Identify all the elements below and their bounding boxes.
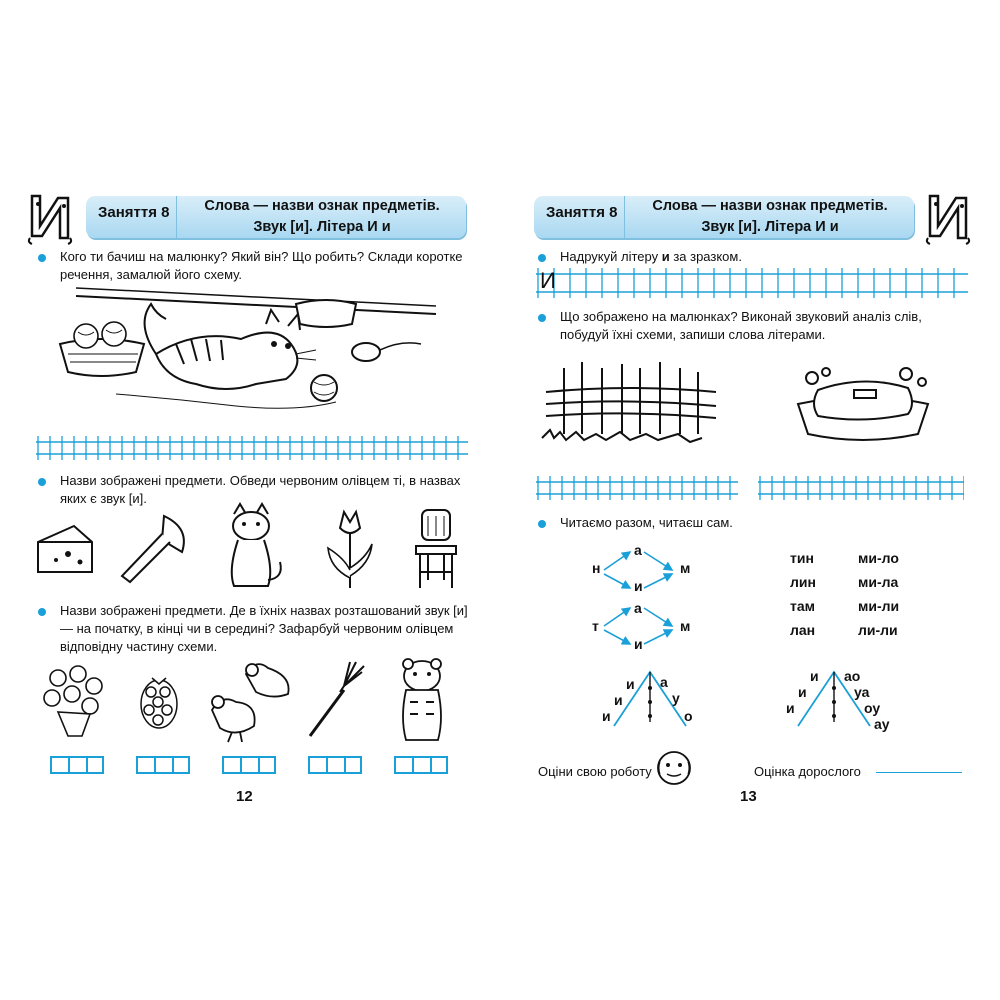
- writing-grid-row[interactable]: [758, 476, 964, 500]
- syllable-letter: у: [672, 690, 680, 706]
- syllable-letter: и: [614, 692, 623, 708]
- lesson-label: Заняття 8: [546, 204, 618, 221]
- syllable-letter: м: [680, 560, 691, 576]
- sound-scheme-boxes[interactable]: [136, 756, 190, 774]
- sound-scheme-boxes[interactable]: [394, 756, 448, 774]
- syllable-letter: и: [626, 676, 635, 692]
- raspberry-illustration: [136, 670, 182, 732]
- task-text: Назви зображені предмети. Обведи червоним олівцем ті, в назвах яких є звук [и].: [60, 473, 461, 506]
- bullet: [538, 254, 546, 262]
- reading-word: ми-ло: [858, 550, 899, 566]
- syllable-letter: а: [634, 600, 642, 616]
- letter-writing-grid[interactable]: [536, 268, 968, 298]
- adult-assessment-label: Оцінка дорослого: [754, 764, 861, 779]
- soap-illustration: [788, 360, 938, 450]
- bullet: [538, 520, 546, 528]
- bullet: [38, 608, 46, 616]
- syllable-letter: и: [786, 700, 795, 716]
- lesson-header-left: [86, 196, 466, 238]
- task-text: Кого ти бачиш на малюнку? Який він? Що робить? Склади коротке речення, замалюй його схему.: [60, 249, 463, 282]
- task-text: Надрукуй літеру и за зразком.: [560, 249, 742, 264]
- writing-grid-row[interactable]: [536, 476, 738, 500]
- syllable-letter: н: [592, 560, 601, 576]
- tulip-illustration: [320, 508, 380, 592]
- syllable-letter: и: [634, 636, 643, 652]
- face-icon[interactable]: [654, 748, 694, 788]
- letter-i-character-icon: [26, 190, 76, 245]
- reading-word: лин: [790, 574, 816, 590]
- syllable-letter: и: [634, 578, 643, 594]
- cheese-illustration: [34, 520, 96, 578]
- bullet: [38, 254, 46, 262]
- reading-word: тин: [790, 550, 814, 566]
- flowers-illustration: [38, 662, 108, 738]
- page-number: 13: [740, 788, 757, 805]
- task-text: Читаємо разом, читаєш сам.: [560, 515, 733, 530]
- sound-scheme-boxes[interactable]: [222, 756, 276, 774]
- bullet: [538, 314, 546, 322]
- syllable-letter: м: [680, 618, 691, 634]
- reading-word: лан: [790, 622, 816, 638]
- cat-scene-illustration: [56, 284, 456, 414]
- self-assessment-label: Оціни свою роботу: [538, 764, 652, 779]
- syllable-letter: о: [684, 708, 693, 724]
- syllable-letter: ау: [874, 716, 890, 732]
- sound-scheme-boxes[interactable]: [308, 756, 362, 774]
- bullet: [38, 478, 46, 486]
- syllable-letter: оу: [864, 700, 881, 716]
- letter-i-character-icon: [924, 190, 974, 245]
- tiger-cub-illustration: [394, 656, 450, 746]
- reading-word: ми-ла: [858, 574, 899, 590]
- axe-illustration: [112, 510, 192, 586]
- syllable-letter: и: [602, 708, 611, 724]
- syllable-letter: ао: [844, 668, 861, 684]
- reading-word: там: [790, 598, 815, 614]
- syllable-letter: и: [810, 668, 819, 684]
- reading-word: ли-ли: [858, 622, 898, 638]
- syllable-letter: а: [660, 674, 668, 690]
- lesson-title: Слова — назви ознак предметів. Звук [и]. Літера И и: [204, 198, 440, 235]
- writing-grid-row[interactable]: [36, 436, 468, 460]
- syllable-letter: т: [592, 618, 599, 634]
- fence-illustration: [540, 358, 720, 448]
- wolf-illustration: [216, 500, 286, 592]
- fork-illustration: [304, 660, 370, 742]
- lesson-header-right: [534, 196, 914, 238]
- sound-scheme-boxes[interactable]: [50, 756, 104, 774]
- chickens-illustration: [206, 654, 296, 746]
- task-text: Назви зображені предмети. Де в їхніх назвах розташований звук [и] — на початку, в кінці чи в середині? Зафарбуй червоним олівцем відповідну частину схеми.: [60, 603, 468, 654]
- lesson-title: Слова — назви ознак предметів. Звук [и]. Літера И и: [652, 198, 888, 235]
- syllable-letter: и: [798, 684, 807, 700]
- chair-illustration: [408, 506, 464, 592]
- lesson-label: Заняття 8: [98, 204, 170, 221]
- sample-letter: И: [540, 268, 556, 293]
- task-text: Що зображено на малюнках? Виконай звуковий аналіз слів, побудуй їхні схеми, запиши слова літерами.: [560, 309, 922, 342]
- page-number: 12: [236, 788, 253, 805]
- adult-assessment-line[interactable]: [876, 772, 962, 773]
- reading-word: ми-ли: [858, 598, 900, 614]
- syllable-letter: уа: [854, 684, 870, 700]
- syllable-letter: а: [634, 542, 642, 558]
